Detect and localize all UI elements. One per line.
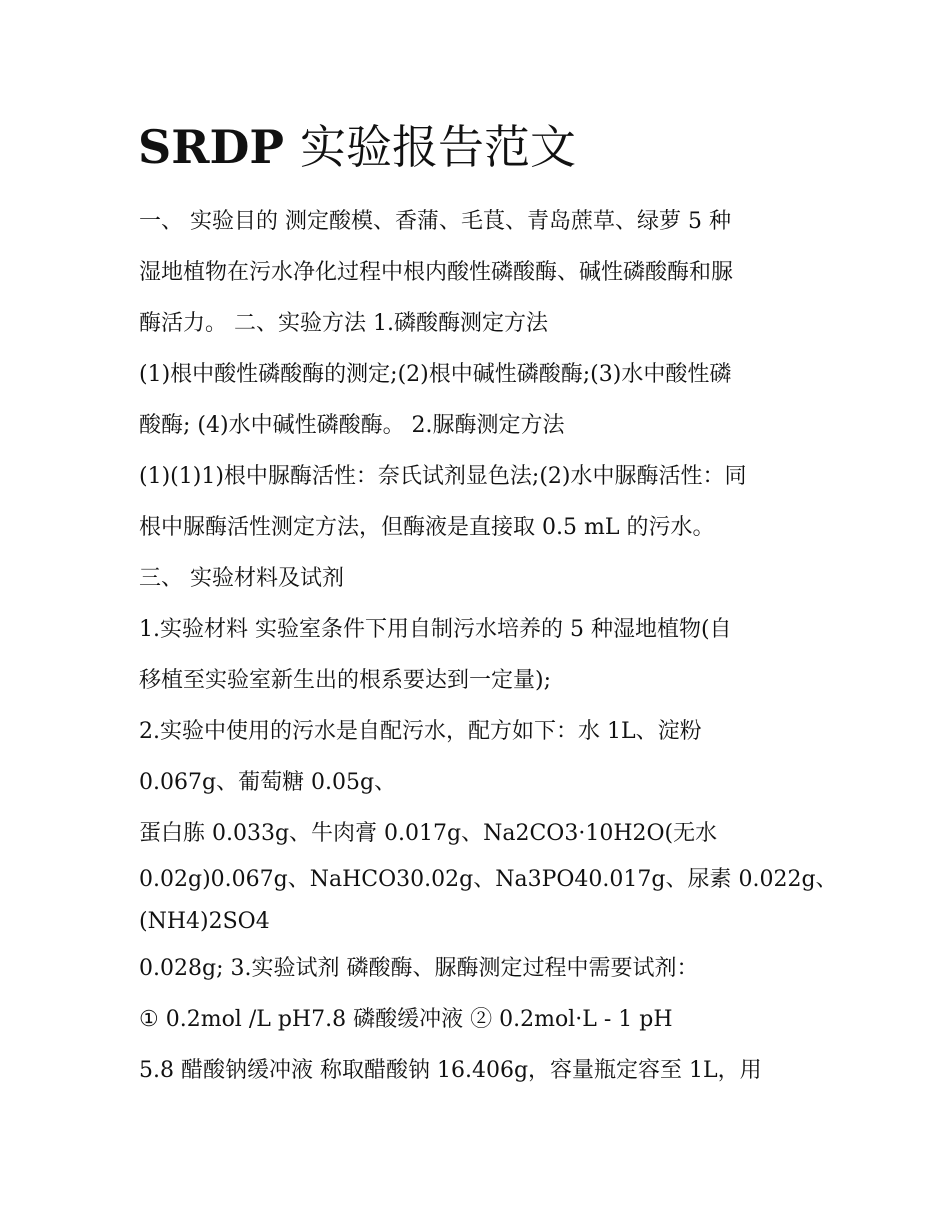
body-line-13: 蛋白胨 0.033g、牛肉膏 0.017g、Na2CO3·10H2O(无水 [139, 821, 718, 846]
body-line-8: 三、 实验材料及试剂 [139, 566, 344, 591]
body-line-2: 湿地植物在污水净化过程中根内酸性磷酸酶、碱性磷酸酶和脲 [139, 260, 734, 285]
body-line-10: 移植至实验室新生出的根系要达到一定量); [139, 668, 551, 693]
body-line-18: 5.8 醋酸钠缓冲液 称取醋酸钠 16.406g，容量瓶定容至 1L，用 [139, 1058, 762, 1083]
page-title [138, 116, 576, 178]
body-line-5: 酸酶; (4)水中碱性磷酸酶。 2.脲酶测定方法 [139, 413, 565, 438]
body-line-4: (1)根中酸性磷酸酶的测定;(2)根中碱性磷酸酶;(3)水中酸性磷 [139, 362, 732, 387]
title-latin: SRDP [138, 120, 284, 174]
body-line-1: 一、 实验目的 测定酸模、香蒲、毛茛、青岛蔗草、绿萝 5 种 [139, 209, 731, 234]
body-line-16: 0.028g; 3.实验试剂 磷酸酶、脲酶测定过程中需要试剂： [139, 956, 699, 981]
body-line-7: 根中脲酶活性测定方法，但酶液是直接取 0.5 mL 的污水。 [139, 515, 715, 540]
body-line-11: 2.实验中使用的污水是自配污水，配方如下：水 1L、淀粉 [139, 719, 702, 744]
body-line-12: 0.067g、葡萄糖 0.05g、 [139, 770, 397, 795]
body-line-17: ① 0.2mol /L pH7.8 磷酸缓冲液 ② 0.2mol·L - 1 pH [139, 1007, 673, 1032]
body-line-9: 1.实验材料 实验室条件下用自制污水培养的 5 种湿地植物(自 [139, 617, 732, 642]
body-line-6: (1)(1)1)根中脲酶活性：奈氏试剂显色法;(2)水中脲酶活性：同 [139, 464, 747, 489]
body-line-14: 0.02g)0.067g、NaHCO30.02g、Na3PO40.017g、尿素 0.022g、 [139, 867, 838, 892]
title-cjk: 实验报告范文 [299, 120, 576, 174]
body-line-3: 酶活力。 二、实验方法 1.磷酸酶测定方法 [139, 311, 548, 336]
body-line-15: (NH4)2SO4 [139, 909, 270, 934]
document-body [139, 196, 838, 1096]
